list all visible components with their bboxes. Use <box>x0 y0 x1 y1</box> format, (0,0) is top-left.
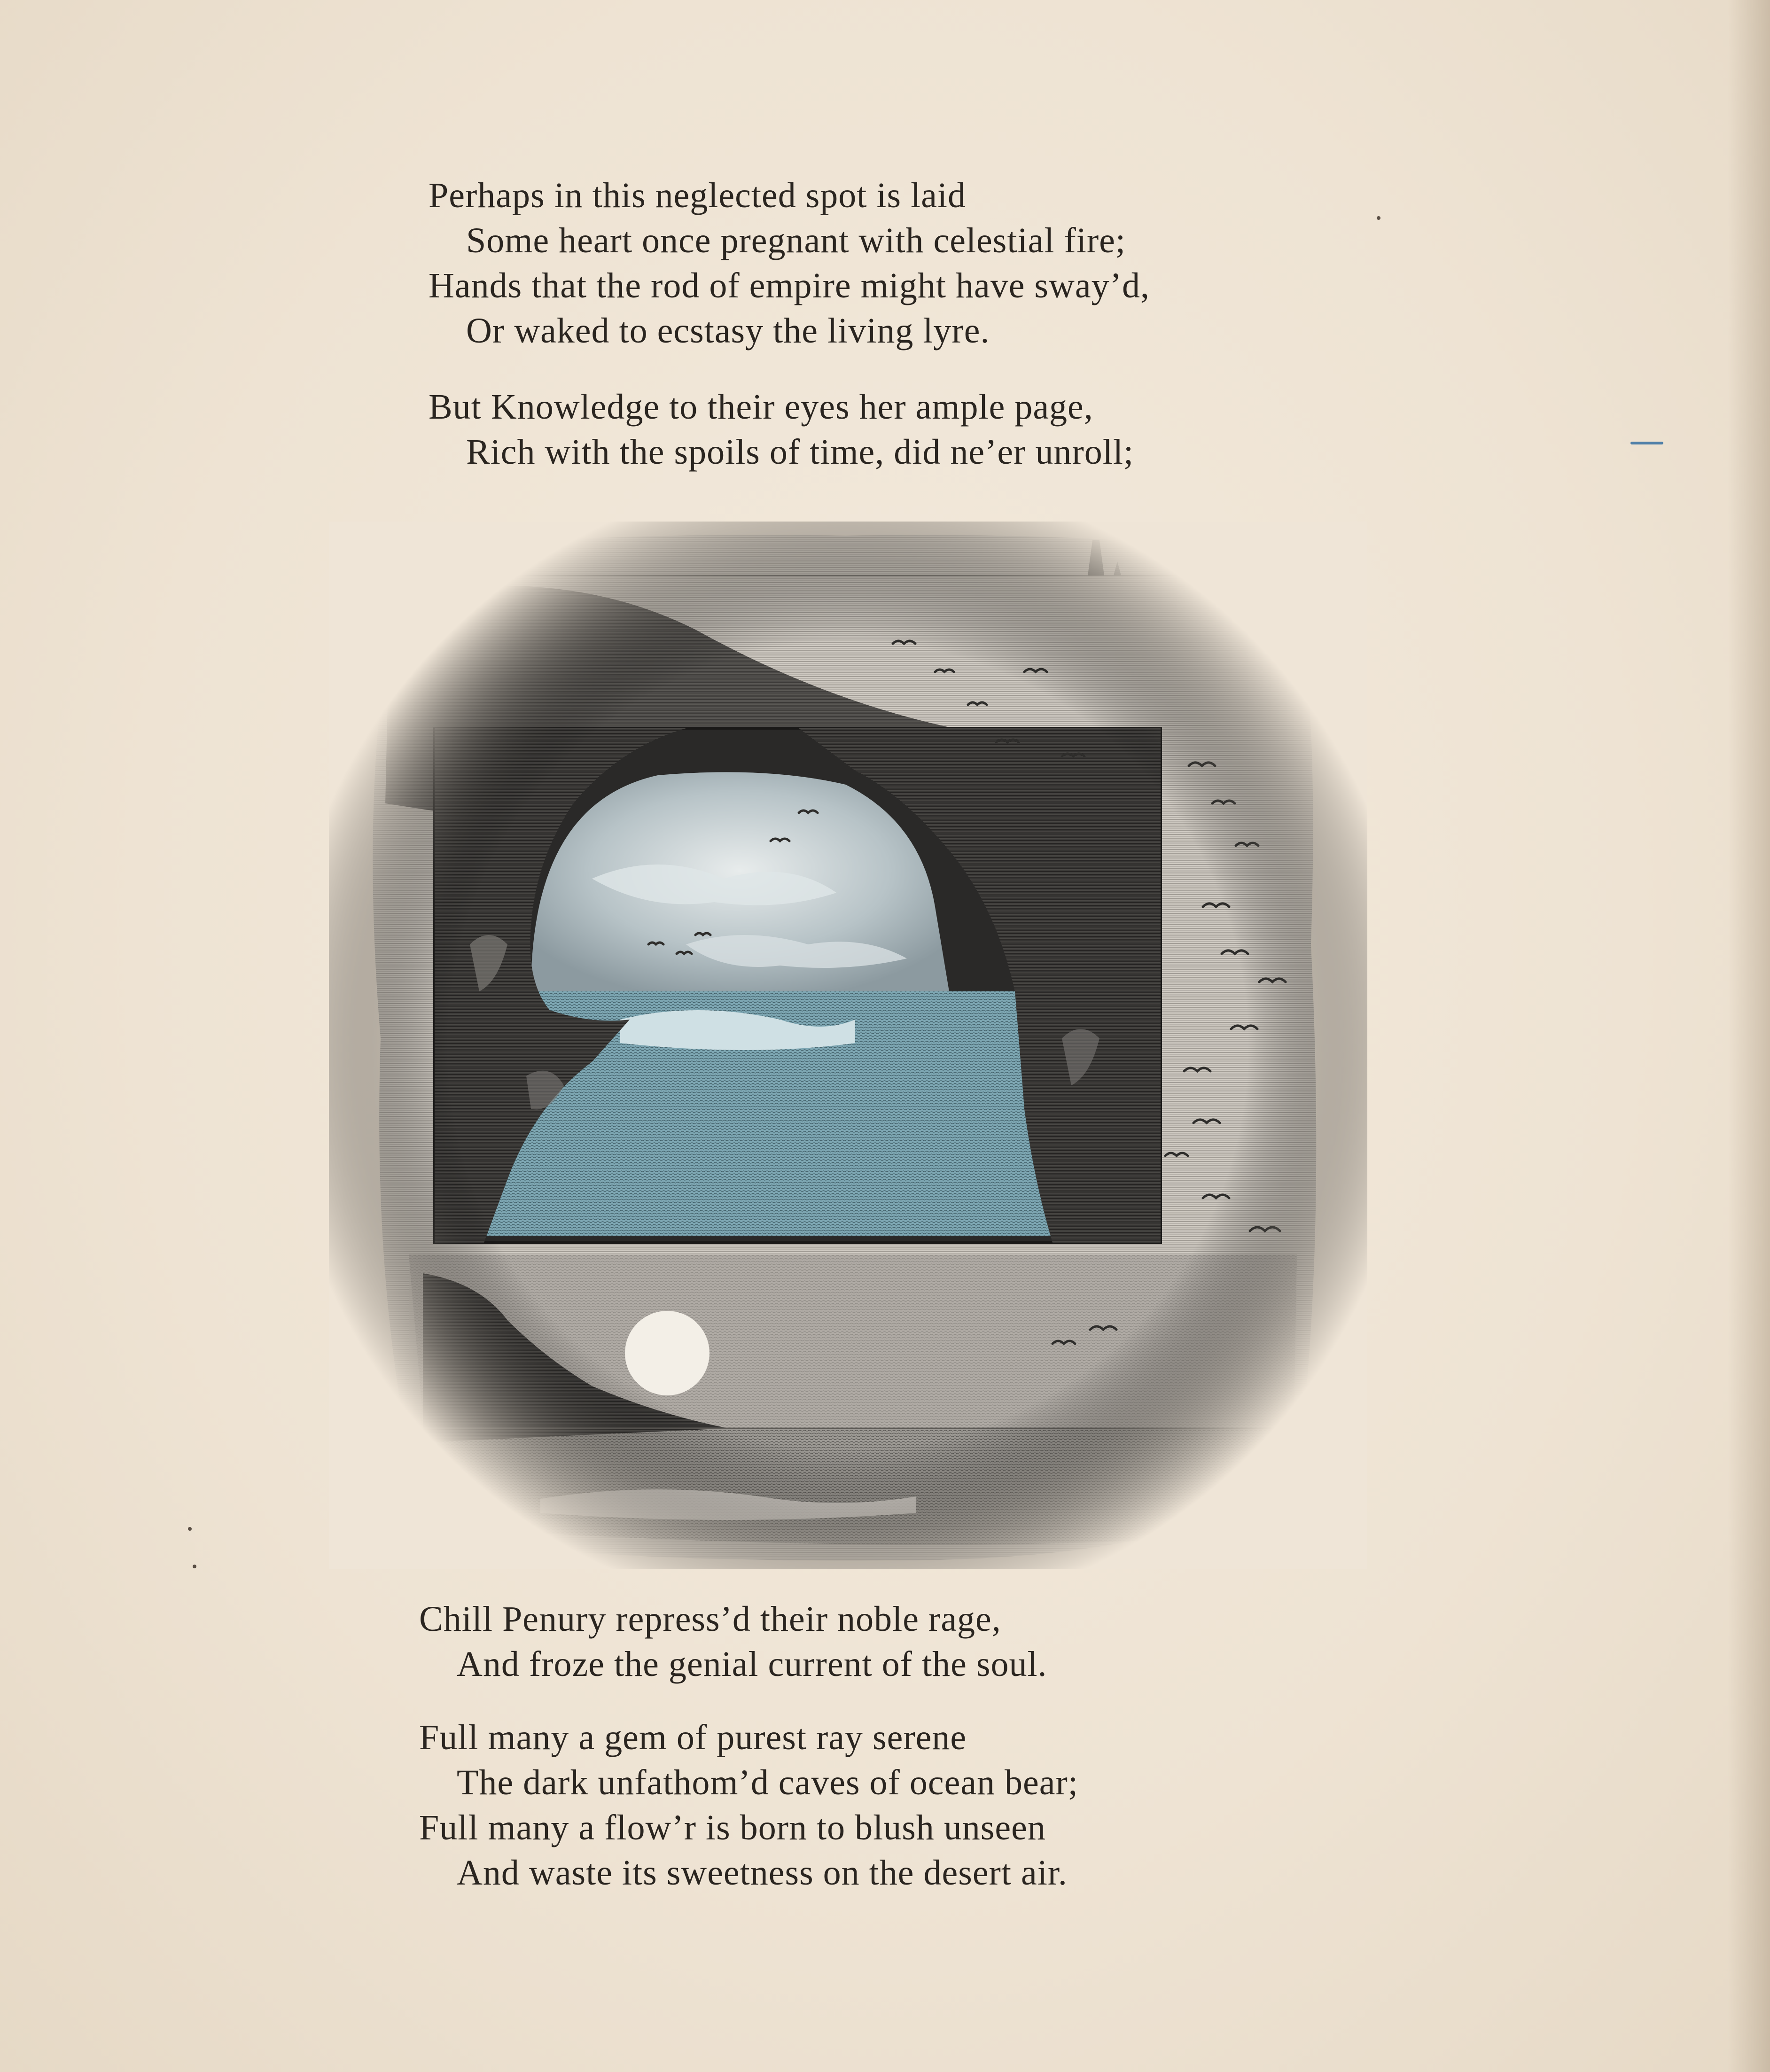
verse-line: But Knowledge to their eyes her ample page, <box>429 387 1093 427</box>
sea-cave-engraving <box>329 522 1367 1569</box>
verse-line: Full many a flow’r is born to blush unseen <box>419 1808 1046 1847</box>
verse-line: Or waked to ecstasy the living lyre. <box>466 311 990 351</box>
vignette-fade <box>329 522 1367 1569</box>
verse-line: Chill Penury repress’d their noble rage, <box>419 1599 1001 1639</box>
verse-line: And froze the genial current of the soul. <box>457 1644 1047 1684</box>
stanza-1 <box>429 173 1150 353</box>
verse-line: Full many a gem of purest ray serene <box>419 1718 967 1757</box>
verse-line: The dark unfathom’d caves of ocean bear; <box>457 1763 1078 1802</box>
stanza-3 <box>419 1597 1047 1687</box>
verse-line: Perhaps in this neglected spot is laid <box>429 176 967 215</box>
verse-line: Hands that the rod of empire might have sway’d, <box>429 266 1150 305</box>
verse-line: And waste its sweetness on the desert air. <box>457 1853 1068 1893</box>
paper-speck <box>188 1527 192 1531</box>
verse-line: Rich with the spoils of time, did ne’er unroll; <box>466 432 1134 472</box>
verse-line: Some heart once pregnant with celestial fire; <box>466 221 1126 260</box>
stanza-4 <box>419 1715 1078 1895</box>
paper-speck <box>193 1565 196 1568</box>
paper-speck <box>1377 216 1380 220</box>
ink-mark <box>1630 442 1663 444</box>
page-edge-shadow <box>1728 0 1770 2072</box>
sea-cave-illustration <box>329 522 1367 1569</box>
stanza-2 <box>429 384 1134 475</box>
